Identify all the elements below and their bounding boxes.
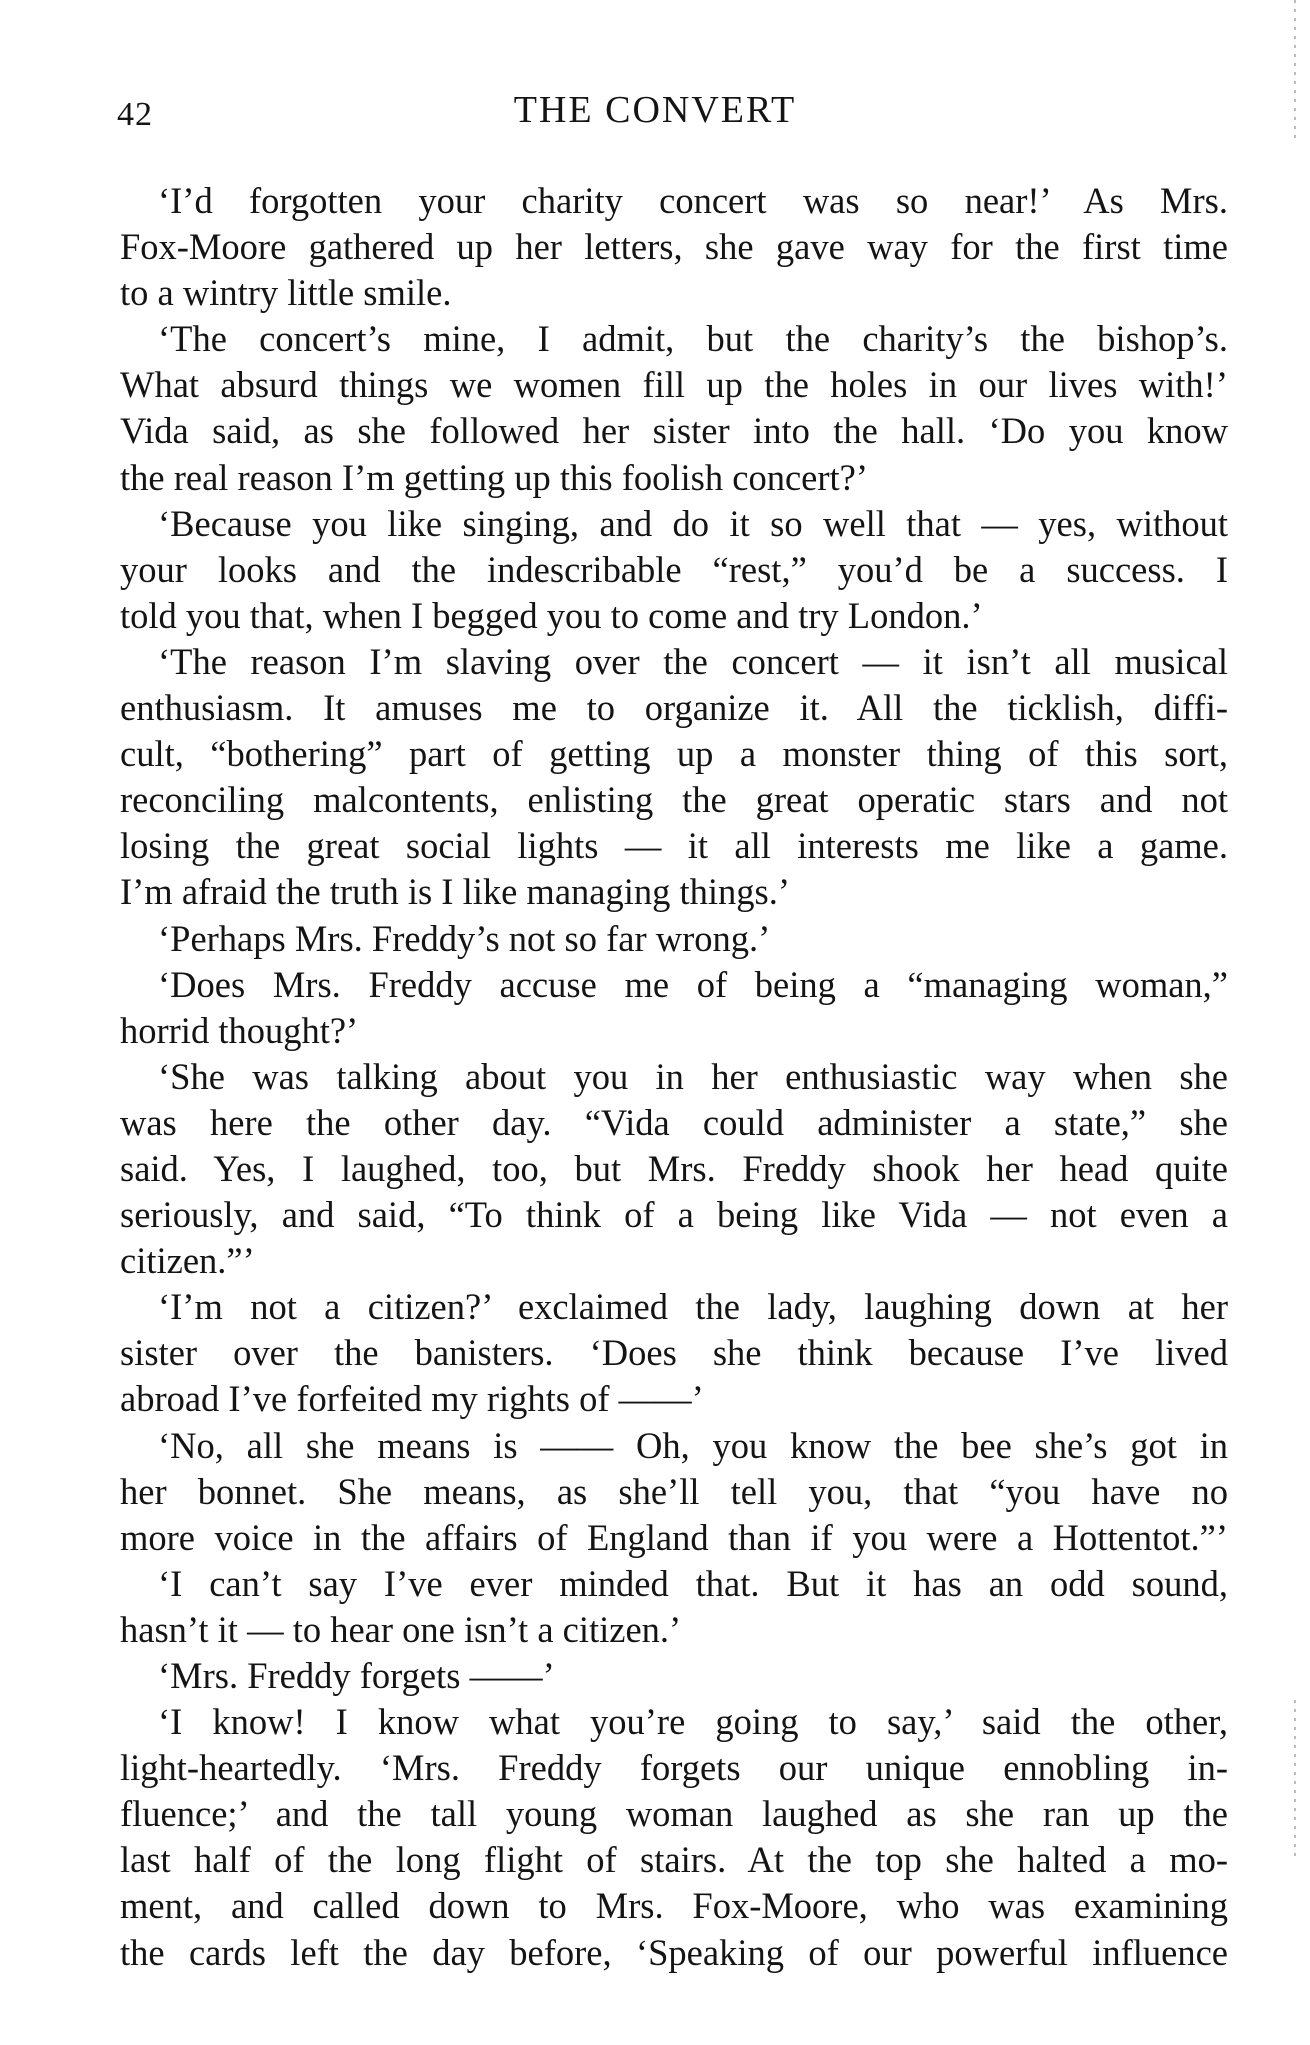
text-line: ‘No, all she means is —— Oh, you know the bee she’s got in bbox=[158, 1424, 1228, 1466]
text-line: I’m afraid the truth is I like managing things.’ bbox=[120, 871, 791, 913]
text-line: ‘The concert’s mine, I admit, but the charity’s the bishop’s. bbox=[158, 318, 1228, 360]
text-line: your looks and the indescribable “rest,” you’d be a success. I bbox=[120, 548, 1228, 590]
text-line: ‘I know! I know what you’re going to say,’ said the other, bbox=[158, 1701, 1228, 1743]
text-line: sister over the banisters. ‘Does she think because I’ve lived bbox=[120, 1332, 1228, 1374]
text-line: reconciling malcontents, enlisting the great operatic stars and not bbox=[120, 779, 1228, 821]
text-line: her bonnet. She means, as she’ll tell you, that “you have no bbox=[120, 1470, 1228, 1512]
text-line: more voice in the affairs of England than if you were a Hottentot.”’ bbox=[120, 1516, 1228, 1558]
text-line: was here the other day. “Vida could administer a state,” she bbox=[120, 1101, 1228, 1143]
text-line: ‘Mrs. Freddy forgets ——’ bbox=[158, 1655, 555, 1696]
text-line: seriously, and said, “To think of a being like Vida — not even a bbox=[120, 1194, 1228, 1236]
text-line: said. Yes, I laughed, too, but Mrs. Freddy shook her head quite bbox=[120, 1147, 1228, 1189]
text-line: ‘Perhaps Mrs. Freddy’s not so far wrong.’ bbox=[158, 917, 771, 959]
text-line: the real reason I’m getting up this foolish concert?’ bbox=[120, 456, 869, 498]
body-text bbox=[120, 178, 1228, 1976]
text-line: losing the great social lights — it all interests me like a game. bbox=[120, 825, 1228, 867]
text-line: fluence;’ and the tall young woman laughed as she ran up the bbox=[120, 1793, 1228, 1835]
scan-edge-mark bbox=[1294, 1700, 1296, 1860]
text-line: ‘I can’t say I’ve ever minded that. But it has an odd sound, bbox=[158, 1562, 1228, 1604]
text-line: told you that, when I begged you to come and try London.’ bbox=[120, 594, 983, 636]
text-line: ‘Because you like singing, and do it so well that — yes, without bbox=[158, 502, 1228, 544]
text-line: What absurd things we women fill up the holes in our lives with!’ bbox=[120, 364, 1228, 406]
text-line: ‘I’d forgotten your charity concert was so near!’ As Mrs. bbox=[158, 180, 1228, 221]
text-line: light-heartedly. ‘Mrs. Freddy forgets our unique ennobling in- bbox=[120, 1747, 1228, 1789]
text-line: horrid thought?’ bbox=[120, 1009, 359, 1051]
text-line: ment, and called down to Mrs. Fox-Moore, who was examining bbox=[120, 1885, 1228, 1927]
text-line: ‘I’m not a citizen?’ exclaimed the lady, laughing down at her bbox=[158, 1286, 1228, 1328]
text-line: abroad I’ve forfeited my rights of ——’ bbox=[120, 1378, 704, 1420]
text-line: last half of the long flight of stairs. At the top she halted a mo- bbox=[120, 1839, 1228, 1881]
text-line: to a wintry little smile. bbox=[120, 272, 452, 314]
running-title: THE CONVERT bbox=[513, 89, 797, 131]
text-line: citizen.”’ bbox=[120, 1240, 255, 1282]
page-number: 42 bbox=[117, 96, 153, 133]
text-line: Vida said, as she followed her sister into the hall. ‘Do you know bbox=[120, 410, 1228, 452]
text-line: cult, “bothering” part of getting up a monster thing of this sort, bbox=[120, 733, 1228, 775]
text-line: ‘She was talking about you in her enthusiastic way when she bbox=[158, 1055, 1228, 1097]
text-line: ‘The reason I’m slaving over the concert — it isn’t all musical bbox=[158, 640, 1228, 682]
text-line: the cards left the day before, ‘Speaking of our powerful influence bbox=[120, 1931, 1228, 1973]
text-line: ‘Does Mrs. Freddy accuse me of being a “managing woman,” bbox=[158, 963, 1228, 1005]
text-line: Fox-Moore gathered up her letters, she gave way for the first time bbox=[120, 226, 1228, 268]
scan-edge-mark bbox=[1294, 0, 1296, 140]
text-line: enthusiasm. It amuses me to organize it. All the ticklish, diffi- bbox=[120, 687, 1228, 729]
text-line: hasn’t it — to hear one isn’t a citizen.’ bbox=[120, 1608, 682, 1650]
